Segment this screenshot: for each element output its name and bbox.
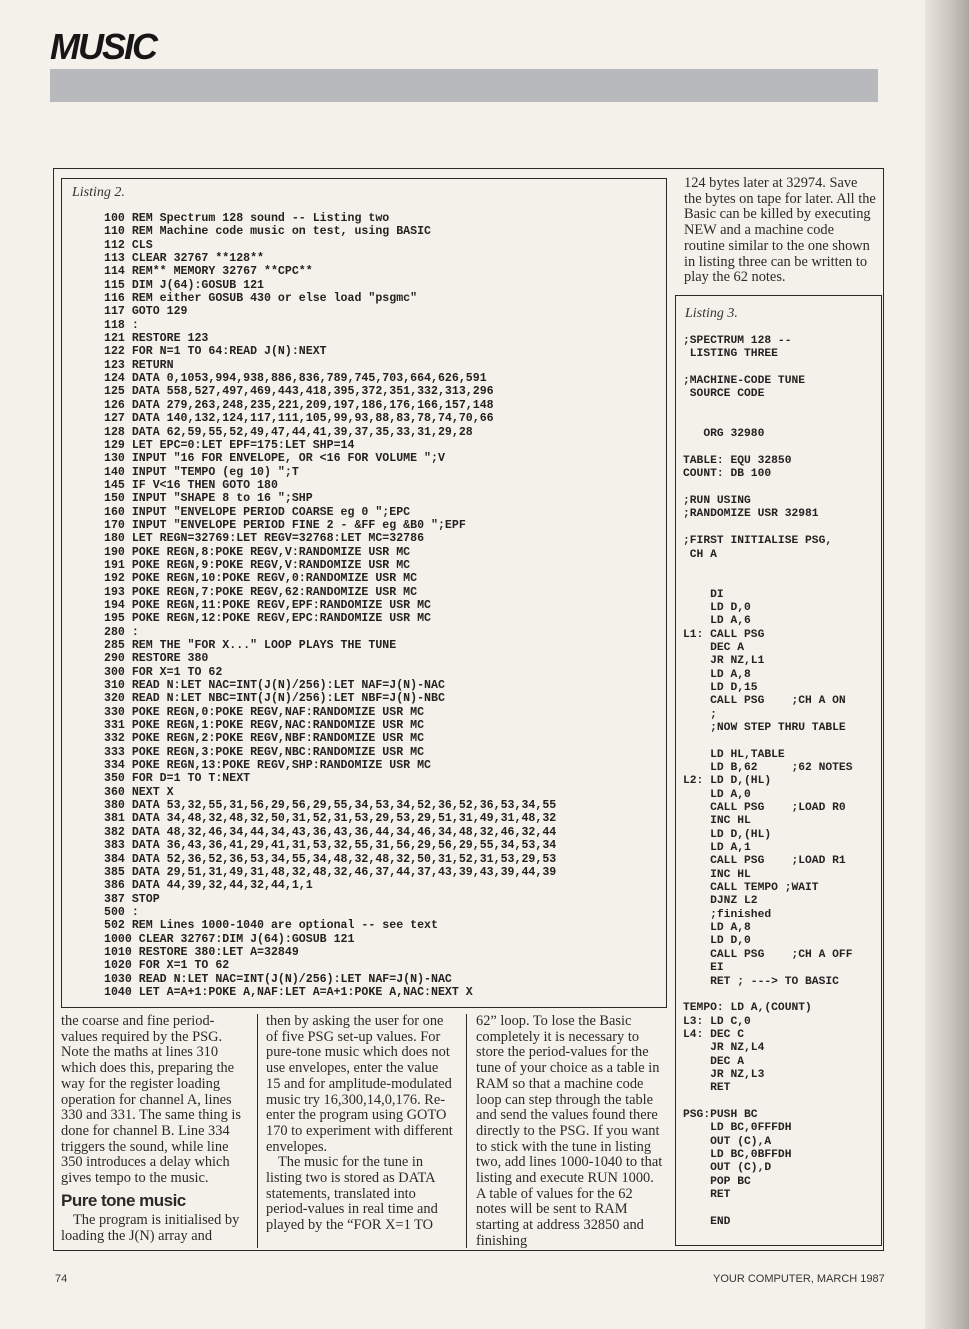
text-column-1 <box>61 1014 251 1245</box>
right-column-paragraph: 124 bytes later at 32974. Save the bytes on tape for later. All the Basic can be killed by executing NEW and a machine code routine similar to the one shown in listing three can be written to play the 62 notes. <box>684 175 876 286</box>
subheading-pure-tone-music: Pure tone music <box>61 1190 186 1210</box>
listing-three-box <box>675 295 882 1246</box>
column-divider <box>466 1014 467 1248</box>
listing-three-title: Listing 3. <box>685 306 738 321</box>
page-number: 74 <box>55 1273 68 1285</box>
page-gutter-shadow <box>925 0 969 1329</box>
text-column-2 <box>266 1014 456 1234</box>
column-3-paragraph-1: 62” loop. To lose the Basic completely it is necessary to store the period-values for the tune of your choice as a table in RAM so that a machine code loop can step through the table and send the values found there directly to the PSG. If you want to stick with the tune in listing two, add lines 1000-1040 to that listing and execute RUN 1000. A table of values for the 62 notes will be sent to RAM starting at address 32850 and finishing <box>476 1013 663 1249</box>
column-1-paragraph-1: the coarse and fine period-values required by the PSG. Note the maths at lines 310 which does this, preparing the way for the register loading operation for channel A, lines 330 and 331. The same thing is done for channel B. Line 334 triggers the sound, while line 350 introduces a delay which gives tempo to the music. <box>61 1013 241 1187</box>
right-column-text <box>684 176 876 286</box>
listing-three-code: ;SPECTRUM 128 -- LISTING THREE ;MACHINE-CODE TUNE SOURCE CODE ORG 32980 TABLE: EQU 32850 COUNT: DB 100 ;RUN USING ;RANDOMIZE USR 32981 ;FIRST INITIALISE PSG, CH A DI LD D,0 LD A,6 L1: CALL PSG DEC A JR NZ,L1 LD A,8 LD D,15 CALL PSG ;CH A ON ; ;NOW STEP THRU TABLE LD HL,TABLE LD B,62 ;62 NOTES L2: LD D,(HL) LD A,0 CALL PSG ;LOAD R0 INC HL LD D,(HL) LD A,1 CALL PSG ;LOAD R1 INC HL CALL TEMPO ;WAIT DJNZ L2 ;finished LD A,8 LD D,0 CALL PSG ;CH A OFF EI RET ; ---> TO BASIC TEMPO: LD A,(COUNT) L3: LD C,0 L4: DEC C JR NZ,L4 DEC A JR NZ,L3 RET PSG:PUSH BC LD BC,0FFFDH OUT (C),A LD BC,0BFFDH OUT (C),D POP BC RET END <box>683 335 853 1228</box>
header-band <box>50 69 878 102</box>
column-2-paragraph-2: The music for the tune in listing two is stored as DATA statements, translated into period-values in real time and played by the “FOR X=1 TO <box>266 1154 438 1234</box>
column-divider <box>257 1014 258 1248</box>
text-column-3 <box>476 1014 666 1250</box>
listing-two-box <box>61 178 667 1008</box>
publication-footer: YOUR COMPUTER, MARCH 1987 <box>713 1273 885 1285</box>
column-2-paragraph-1: then by asking the user for one of five PSG set-up values. For pure-tone music which does not use envelopes, enter the value 15 and for amplitude-modulated music try 16,300,14,0,176. Re-enter the program using GOTO 170 to experiment with different envelopes. <box>266 1013 453 1155</box>
column-1-paragraph-2: The program is initialised by loading the J(N) array and <box>61 1212 240 1245</box>
listing-two-title: Listing 2. <box>72 185 125 200</box>
listing-two-code: 100 REM Spectrum 128 sound -- Listing two 110 REM Machine code music on test, using BASIC 112 CLS 113 CLEAR 32767 **128** 114 REM** MEMORY 32767 **CPC** 115 DIM J(64):GOSUB 121 116 REM either GOSUB 430 or else load "psgmc" 117 GOTO 129 118 : 121 RESTORE 123 122 FOR N=1 TO 64:READ J(N):NEXT 123 RETURN 124 DATA 0,1053,994,938,886,836,789,745,703,664,626,591 125 DATA 558,527,497,469,443,418,395,372,351,332,313,296 126 DATA 279,263,248,235,221,209,197,186,176,166,157,148 127 DATA 140,132,124,117,111,105,99,93,88,83,78,74,70,66 128 DATA 62,59,55,52,49,47,44,41,39,37,35,33,31,29,28 129 LET EPC=0:LET EPF=175:LET SHP=14 130 INPUT "16 FOR ENVELOPE, OR <16 FOR VOLUME ";V 140 INPUT "TEMPO (eg 10) ";T 145 IF V<16 THEN GOTO 180 150 INPUT "SHAPE 8 to 16 ";SHP 160 INPUT "ENVELOPE PERIOD COARSE eg 0 ";EPC 170 INPUT "ENVELOPE PERIOD FINE 2 - &FF eg &B0 ";EPF 180 LET REGN=32769:LET REGV=32768:LET MC=32786 190 POKE REGN,8:POKE REGV,V:RANDOMIZE USR MC 191 POKE REGN,9:POKE REGV,V:RANDOMIZE USR MC 192 POKE REGN,10:POKE REGV,0:RANDOMIZE USR MC 193 POKE REGN,7:POKE REGV,62:RANDOMIZE USR MC 194 POKE REGN,11:POKE REGV,EPF:RANDOMIZE USR MC 195 POKE REGN,12:POKE REGV,EPC:RANDOMIZE USR MC 280 : 285 REM THE "FOR X..." LOOP PLAYS THE TUNE 290 RESTORE 380 300 FOR X=1 TO 62 310 READ N:LET NAC=INT(J(N)/256):LET NAF=J(N)-NAC 320 READ N:LET NBC=INT(J(N)/256):LET NBF=J(N)-NBC 330 POKE REGN,0:POKE REGV,NAF:RANDOMIZE USR MC 331 POKE REGN,1:POKE REGV,NAC:RANDOMIZE USR MC 332 POKE REGN,2:POKE REGV,NBF:RANDOMIZE USR MC 333 POKE REGN,3:POKE REGV,NBC:RANDOMIZE USR MC 334 POKE REGN,13:POKE REGV,SHP:RANDOMIZE USR MC 350 FOR D=1 TO T:NEXT 360 NEXT X 380 DATA 53,32,55,31,56,29,56,29,55,34,53,34,52,36,52,36,53,34,55 381 DATA 34,48,32,48,32,50,31,52,31,53,29,53,29,51,31,49,31,48,32 382 DATA 48,32,46,34,44,34,43,36,43,36,44,34,46,34,48,32,46,32,44 383 DATA 36,43,36,41,29,41,31,53,32,55,31,56,29,56,29,55,34,53,34 384 DATA 52,36,52,36,53,34,55,34,48,32,48,32,50,31,52,31,53,29,53 385 DATA 29,51,31,49,31,48,32,48,32,46,37,44,37,43,39,43,39,44,39 386 DATA 44,39,32,44,32,44,1,1 387 STOP 500 : 502 REM Lines 1000-1040 are optional -- see text 1000 CLEAR 32767:DIM J(64):GOSUB 121 1010 RESTORE 380:LET A=32849 1020 FOR X=1 TO 62 1030 READ N:LET NAC=INT(J(N)/256):LET NAF=J(N)-NAC 1040 LET A=A+1:POKE A,NAF:LET A=A+1:POKE A,NAC:NEXT X <box>104 212 557 999</box>
section-title: MUSIC <box>50 26 156 67</box>
